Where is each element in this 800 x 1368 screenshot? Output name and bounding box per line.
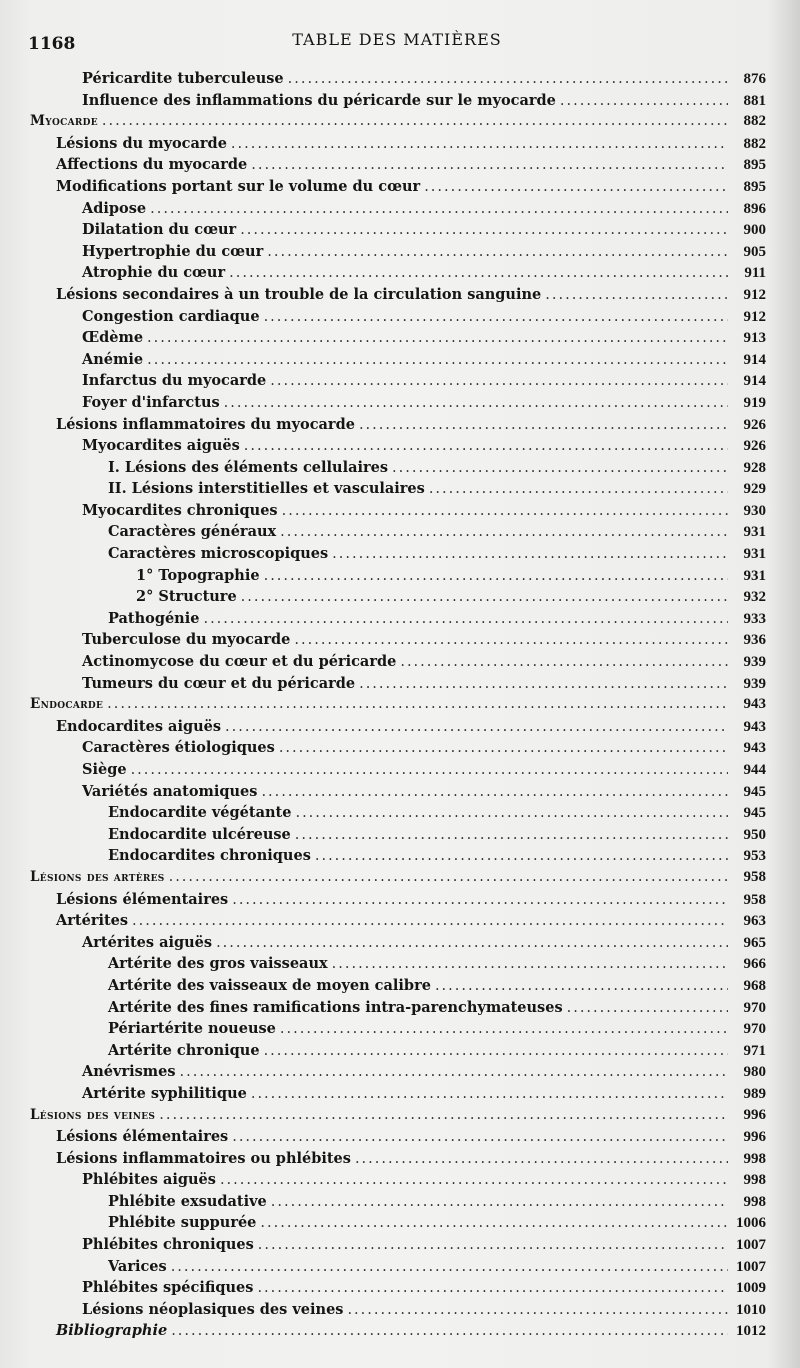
toc-entry — [0, 327, 800, 349]
dot-leader — [315, 846, 728, 868]
toc-entry — [0, 694, 800, 716]
toc-entry-page: 876 — [743, 71, 766, 87]
dot-leader — [159, 1105, 728, 1127]
dot-leader — [567, 998, 728, 1020]
toc-entry-title: Artérite syphilitique — [82, 1084, 247, 1102]
toc-entry — [0, 629, 800, 651]
toc-entry-page: 939 — [743, 654, 766, 671]
toc-entry-page: 896 — [743, 200, 766, 217]
toc-entry-title: 2° Structure — [136, 588, 237, 606]
dot-leader — [171, 1257, 728, 1279]
toc-entry-title: Myocardites aiguës — [82, 437, 240, 455]
toc-entry — [0, 824, 800, 846]
toc-entry-title: Tuberculose du myocarde — [82, 631, 291, 649]
toc-entry — [0, 1212, 800, 1234]
toc-entry — [0, 910, 800, 932]
toc-entry-page: 971 — [743, 1042, 766, 1059]
dot-leader — [258, 1235, 728, 1257]
dot-leader — [241, 587, 728, 609]
toc-entry — [0, 435, 800, 457]
dot-leader — [332, 954, 728, 976]
toc-entry-title: Péricardite tuberculeuse — [82, 70, 284, 87]
dot-leader — [280, 1019, 728, 1041]
toc-entry-page: 1006 — [736, 1215, 766, 1232]
dot-leader — [280, 522, 728, 544]
toc-entry — [0, 1277, 800, 1299]
dot-leader — [225, 717, 728, 739]
toc-entry-page: 882 — [743, 113, 766, 130]
toc-entry-title: I. Lésions des éléments cellulaires — [108, 458, 389, 476]
toc-entry-title: Influence des inflammations du péricarde sur le myocarde — [82, 91, 556, 109]
toc-entry — [0, 673, 800, 695]
dot-leader — [171, 1321, 728, 1343]
toc-entry-page: 963 — [743, 913, 766, 930]
toc-entry-page: 989 — [743, 1085, 766, 1102]
toc-entry-page: 900 — [743, 222, 766, 239]
dot-leader — [216, 933, 728, 955]
dot-leader — [220, 1170, 728, 1192]
toc-entry-page: 912 — [743, 286, 766, 303]
toc-entry-page: 1007 — [736, 1258, 766, 1275]
toc-entry-title: Dilatation du cœur — [82, 221, 237, 239]
toc-entry-title: Lésions secondaires à un trouble de la circulation sanguine — [56, 285, 542, 303]
toc-entry-title: Hypertrophie du cœur — [82, 242, 264, 260]
toc-entry-title: Endocardites aiguës — [56, 717, 222, 735]
toc-entry — [0, 1083, 800, 1105]
toc-entry-title: Anévrismes — [82, 1063, 176, 1081]
toc-entry-page: 881 — [743, 92, 766, 109]
toc-entry-title: Lésions des artères — [30, 868, 165, 885]
dot-leader — [132, 911, 728, 933]
toc-entry — [0, 198, 800, 220]
toc-entry-title: Bibliographie — [56, 1322, 168, 1340]
dot-leader — [224, 393, 728, 415]
toc-entry-title: Caractères étiologiques — [82, 739, 275, 757]
toc-entry-page: 936 — [743, 632, 766, 649]
toc-entry — [0, 845, 800, 867]
toc-entry-page: 980 — [743, 1064, 766, 1081]
toc-entry-page: 933 — [743, 610, 766, 627]
dot-leader — [232, 890, 728, 912]
dot-leader — [251, 1084, 728, 1106]
toc-entry-title: Lésions inflammatoires ou phlébites — [56, 1149, 351, 1167]
toc-entry-page: 931 — [743, 524, 766, 541]
toc-entry-title: II. Lésions interstitielles et vasculaires — [108, 480, 425, 498]
toc-entry — [0, 759, 800, 781]
toc-entry-page: 926 — [743, 438, 766, 455]
toc-entry-page: 950 — [743, 826, 766, 843]
toc-entry — [0, 306, 800, 328]
toc-entry-page: 913 — [743, 330, 766, 347]
dot-leader — [260, 1213, 728, 1235]
toc-entry-title: Phlébites aiguës — [82, 1171, 216, 1189]
toc-entry-page: 970 — [743, 1021, 766, 1038]
dot-leader — [295, 803, 728, 825]
toc-entry-title: Variétés anatomiques — [82, 782, 258, 800]
toc-entry-page: 998 — [743, 1172, 766, 1189]
dot-leader — [261, 782, 728, 804]
dot-leader — [392, 458, 728, 480]
toc-entry — [0, 111, 800, 133]
dot-leader — [282, 501, 728, 523]
toc-entry-title: Lésions des veines — [30, 1106, 156, 1123]
toc-entry — [0, 867, 800, 889]
dot-leader — [240, 220, 728, 242]
toc-entry-title: Infarctus du myocarde — [82, 372, 267, 390]
dot-leader — [359, 674, 728, 696]
toc-entry-title: Anémie — [82, 350, 144, 368]
toc-entry-title: Congestion cardiaque — [82, 307, 260, 325]
toc-entry-title: Artérite des fines ramifications intra-parenchymateuses — [108, 998, 563, 1016]
toc-entry-title: Artérite des gros vaisseaux — [108, 955, 328, 973]
toc-entry — [0, 737, 800, 759]
toc-entry-title: Endocarde — [30, 696, 104, 713]
toc-entry — [0, 1018, 800, 1040]
toc-entry-title: Endocardite ulcéreuse — [108, 825, 291, 843]
toc-entry-title: Myocarde — [30, 113, 98, 130]
toc-entry — [0, 953, 800, 975]
toc-entry-page: 945 — [743, 805, 766, 822]
page-number: 1168 — [28, 34, 76, 54]
toc-entry-page: 943 — [743, 718, 766, 735]
toc-entry-title: Endocardites chroniques — [108, 847, 311, 865]
toc-entry — [0, 90, 800, 112]
toc-entry-page: 953 — [743, 848, 766, 865]
toc-entry-page: 919 — [743, 394, 766, 411]
toc-entry — [0, 543, 800, 565]
toc-entry-page: 945 — [743, 783, 766, 800]
toc-entry — [0, 414, 800, 436]
toc-entry-title: Endocardite végétante — [108, 804, 292, 822]
toc-entry-title: Actinomycose du cœur et du péricarde — [82, 653, 397, 671]
toc-entry — [0, 457, 800, 479]
toc-entry — [0, 781, 800, 803]
dot-leader — [264, 307, 728, 329]
toc-entry — [0, 1105, 800, 1127]
toc-entry-page: 1009 — [736, 1280, 766, 1297]
toc-entry-title: Modifications portant sur le volume du cœur — [56, 177, 421, 195]
toc-entry-title: Myocardites chroniques — [82, 501, 278, 519]
dot-leader — [264, 566, 728, 588]
toc-entry-page: 970 — [743, 999, 766, 1016]
running-title: TABLE DES MATIÈRES — [292, 30, 502, 49]
toc-entry — [0, 1256, 800, 1278]
toc-entry — [0, 1126, 800, 1148]
toc-entry-title: Caractères microscopiques — [108, 545, 329, 563]
dot-leader — [267, 242, 728, 264]
toc-entry-page: 996 — [743, 1129, 766, 1146]
toc-entry-page: 882 — [743, 135, 766, 152]
toc-entry-title: Tumeurs du cœur et du péricarde — [82, 674, 356, 692]
toc-entry-page: 958 — [743, 868, 766, 885]
toc-entry-title: Artérites aiguës — [82, 933, 213, 951]
toc-entry-title: Lésions du myocarde — [56, 134, 227, 152]
dot-leader — [131, 760, 728, 782]
dot-leader — [545, 285, 728, 307]
toc-entry — [0, 521, 800, 543]
toc-entry — [0, 889, 800, 911]
toc-entry-title: Siège — [82, 761, 127, 778]
toc-entry-page: 914 — [743, 373, 766, 390]
dot-leader — [203, 609, 728, 631]
toc-entry-title: Affections du myocarde — [56, 156, 248, 174]
toc-entry-page: 998 — [743, 1193, 766, 1210]
dot-leader — [560, 91, 728, 113]
toc-entry — [0, 1299, 800, 1321]
dot-leader — [271, 1192, 728, 1214]
toc-entry — [0, 284, 800, 306]
toc-entry — [0, 1234, 800, 1256]
toc-entry — [0, 1148, 800, 1170]
toc-entry-page: 968 — [743, 977, 766, 994]
dot-leader — [107, 694, 728, 716]
dot-leader — [150, 199, 728, 221]
toc-entry — [0, 586, 800, 608]
toc-entry-title: Caractères généraux — [108, 523, 277, 541]
toc-entry — [0, 1061, 800, 1083]
dot-leader — [359, 415, 728, 437]
toc-entry-title: Lésions élémentaires — [56, 890, 229, 908]
toc-entry-page: 930 — [743, 502, 766, 519]
toc-entry — [0, 68, 800, 90]
dot-leader — [147, 328, 728, 350]
dot-leader — [429, 479, 728, 501]
toc-entry-title: Artérites — [56, 912, 129, 930]
table-of-contents — [0, 68, 800, 1342]
toc-entry-title: Atrophie du cœur — [82, 264, 226, 282]
toc-entry-title: Phlébite suppurée — [108, 1214, 257, 1232]
toc-entry — [0, 1320, 800, 1342]
dot-leader — [244, 436, 728, 458]
dot-leader — [229, 263, 728, 285]
dot-leader — [279, 738, 728, 760]
dot-leader — [232, 1127, 728, 1149]
toc-entry-page: 931 — [743, 567, 766, 584]
dot-leader — [347, 1300, 728, 1322]
toc-entry — [0, 478, 800, 500]
toc-entry — [0, 392, 800, 414]
toc-entry — [0, 1040, 800, 1062]
dot-leader — [251, 155, 728, 177]
toc-entry-title: Phlébites spécifiques — [82, 1279, 254, 1297]
dot-leader — [102, 111, 728, 133]
toc-entry-title: Varices — [108, 1257, 167, 1275]
toc-entry-title: Adipose — [82, 199, 147, 217]
toc-entry — [0, 154, 800, 176]
toc-entry-page: 895 — [743, 178, 766, 195]
toc-entry-title: Lésions néoplasiques des veines — [82, 1300, 344, 1318]
toc-entry-page: 1012 — [736, 1323, 766, 1340]
dot-leader — [295, 825, 728, 847]
dot-leader — [270, 371, 728, 393]
dot-leader — [288, 69, 728, 91]
toc-entry-page: 958 — [743, 891, 766, 908]
toc-entry-title: Phlébite exsudative — [108, 1192, 267, 1210]
toc-entry — [0, 370, 800, 392]
toc-entry-page: 928 — [743, 459, 766, 476]
page-header — [28, 28, 766, 54]
toc-entry — [0, 997, 800, 1019]
toc-entry-page: 914 — [743, 351, 766, 368]
toc-entry-page: 966 — [743, 956, 766, 973]
toc-entry — [0, 176, 800, 198]
toc-entry — [0, 802, 800, 824]
toc-entry-title: Artérite des vaisseaux de moyen calibre — [108, 976, 431, 994]
toc-entry-page: 931 — [743, 546, 766, 563]
dot-leader — [400, 652, 728, 674]
dot-leader — [424, 177, 728, 199]
toc-entry — [0, 651, 800, 673]
toc-entry-page: 996 — [743, 1106, 766, 1123]
dot-leader — [147, 350, 728, 372]
dot-leader — [169, 867, 728, 889]
toc-entry — [0, 1169, 800, 1191]
toc-entry-title: Artérite chronique — [108, 1041, 260, 1059]
toc-entry-title: Phlébites chroniques — [82, 1236, 254, 1254]
toc-entry — [0, 565, 800, 587]
toc-entry-title: Œdème — [82, 329, 144, 347]
toc-entry-page: 944 — [743, 762, 766, 778]
toc-entry-title: 1° Topographie — [136, 566, 260, 584]
dot-leader — [355, 1149, 728, 1171]
toc-entry-page: 905 — [743, 243, 766, 260]
toc-entry — [0, 608, 800, 630]
toc-entry — [0, 975, 800, 997]
toc-entry-page: 1010 — [736, 1301, 766, 1318]
toc-entry-page: 911 — [744, 265, 766, 282]
toc-entry-page: 929 — [743, 481, 766, 498]
dot-leader — [231, 134, 728, 156]
toc-entry-page: 943 — [743, 696, 766, 713]
dot-leader — [264, 1041, 728, 1063]
toc-entry-page: 943 — [743, 740, 766, 757]
toc-entry — [0, 1191, 800, 1213]
toc-entry — [0, 349, 800, 371]
toc-entry-title: Périartérite noueuse — [108, 1020, 276, 1038]
toc-entry-page: 932 — [743, 589, 766, 606]
toc-entry-title: Lésions élémentaires — [56, 1128, 229, 1146]
dot-leader — [180, 1062, 729, 1084]
dot-leader — [294, 630, 728, 652]
toc-entry — [0, 241, 800, 263]
toc-entry-title: Foyer d'infarctus — [82, 393, 220, 411]
toc-entry — [0, 932, 800, 954]
dot-leader — [332, 544, 728, 566]
toc-entry-title: Lésions inflammatoires du myocarde — [56, 415, 355, 433]
toc-entry-page: 912 — [743, 308, 766, 325]
toc-entry — [0, 219, 800, 241]
toc-entry — [0, 500, 800, 522]
toc-entry-page: 998 — [743, 1150, 766, 1167]
toc-entry-page: 1007 — [736, 1237, 766, 1254]
toc-entry-page: 965 — [743, 934, 766, 951]
toc-entry-page: 926 — [743, 416, 766, 433]
toc-entry-title: Pathogénie — [108, 609, 200, 627]
dot-leader — [435, 976, 728, 998]
dot-leader — [257, 1278, 728, 1300]
toc-entry — [0, 716, 800, 738]
toc-entry — [0, 133, 800, 155]
toc-entry — [0, 262, 800, 284]
toc-entry-page: 895 — [743, 157, 766, 174]
toc-entry-page: 939 — [743, 675, 766, 692]
